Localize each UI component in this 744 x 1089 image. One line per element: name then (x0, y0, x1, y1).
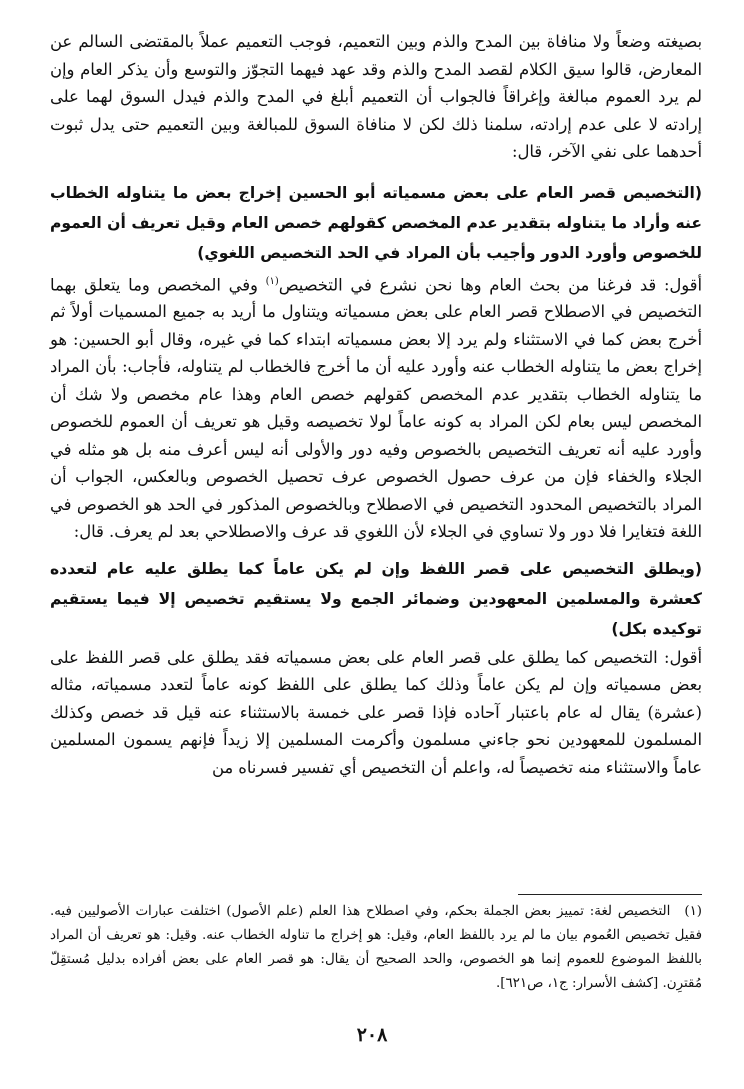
footnote-divider (518, 894, 702, 895)
paragraph-opening: بصيغته وضعاً ولا منافاة بين المدح والذم وبين التعميم، فوجب التعميم عملاً بالمقتضى السالم عن المعارض، قالوا سيق الكلام لقصد المدح والذم وقد عهد فيهما التجوّز والتوسع وأن يذكر العام وإن لم يرد العموم مبالغة وإغراقاً فالجواب أن التعميم أبلغ في المدح والذم فيدل السوق لهما على إرادته لا على عدم إرادته، سلمنا ذلك لكن لا منافاة السوق للمبالغة وبين التعميم حتى يدل ثبوت أحدهما على نفي الآخر، قال: (50, 32, 702, 161)
paragraph-commentary-qasr: أقول: التخصيص كما يطلق على قصر العام على بعض مسمياته فقد يطلق على قصر اللفظ على بعض مسمياته وإن لم يكن عاماً وذلك كما يطلق على اللفظ كونه عاماً لتعدد مسمياته، مثاله (عشرة) يقال له عام باعتبار آحاده فإذا قصر على خمسة بالاستثناء عنه قيل قد خصص وكذلك المسلمون للمعهودين نحو جاءني مسلمون وأكرمت المسلمين إلا زيداً فإنهم يسمون المسلمين عاماً والاستثناء منه تخصيصاً له، واعلم أن التخصيص أي تفسير فسرناه من (50, 647, 702, 777)
footnote-number: (١) (684, 904, 702, 919)
matn-qasr-al-lafz: (ويطلق التخصيص على قصر اللفظ وإن لم يكن عاماً كما يطلق عليه عام لتعدده كعشرة والمسلمين المعهودين وضمائر الجمع ولا يستقيم تخصيص إلا فيما يستقيم توكيده بكل) (50, 559, 702, 638)
page-body (50, 28, 702, 781)
footnote-marker: (١) (265, 275, 279, 287)
commentary-lead: أقول: قد فرغنا من بحث العام وها نحن نشرع في التخصيص (278, 274, 702, 294)
page-number: ٢٠٨ (356, 1024, 388, 1046)
paragraph-commentary-takhsis (50, 268, 702, 546)
commentary-rest: وفي المخصص وما يتعلق بهما التخصيص في الاصطلاح قصر العام على بعض مسمياته ويتناول ما أريد به جميع المسميات أولاً ثم أخرج بعض كما في الاستثناء ولم يرد إلا بعض مسمياته ابتداء كما في غيره، وقال أبو الحسين: هو إخراج بعض ما يتناوله الخطاب عنه وأورد عليه أن ما أخرج فالخطاب لم يتناوله، فأجاب: بأن المراد ما يتناوله الخطاب بتقدير عدم المخصص كقولهم خصص العام وهذا عام مخصص ولا شك أن المخصص ليس بعام لكن المراد به كونه عاماً لولا تخصيصه وقيل هو تعريف أن العموم للخصوص وأورد عليه أنه تعريف التخصيص بالخصوص وفيه دور والأولى أنه ليس أعرف منه بل هو مثله في الجلاء والخفاء فإن من عرف حصول الخصوص عرف تحصيل الخصوص وبالعكس، الجواب أن المراد بالتخصيص المحدود التخصيص في الاصطلاح وبالخصوص المذكور في الحد هو الخصوص في اللغة فتغايرا فلا دور ولا تساوي في الجلاء لأن اللغوي قد عرف والاصطلاحي بعد لم يعرف. قال: (50, 274, 702, 542)
matn-definition-takhsis: (التخصيص قصر العام على بعض مسمياته أبو الحسين إخراج بعض ما يتناوله الخطاب عنه وأراد ما يتناوله بتقدير عدم المخصص كقولهم خصص العام وقيل تعريف أن العموم للخصوص وأورد الدور وأجيب بأن المراد في الحد التخصيص اللغوي) (50, 183, 702, 262)
footnote (50, 900, 702, 996)
footnote-text: التخصيص لغة: تمييز بعض الجملة بحكم، وفي اصطلاح هذا العلم (علم الأصول) اختلفت عبارات الأصوليين فيه. فقيل تخصيص العُموم بيان ما لم يرد باللفظ العام، وقيل: هو إخراج ما تناوله الخطاب عنه. وقيل: هو تعريف أن المراد باللفظ الموضوع للعموم إنما هو الخصوص، والحد الصحيح أن يقال: هو قصر العام على بعض أفراده بدليل مُستقِلّ مُقترِن. [كشف الأسرار: ج١، ص٦٢١]. (50, 904, 702, 991)
